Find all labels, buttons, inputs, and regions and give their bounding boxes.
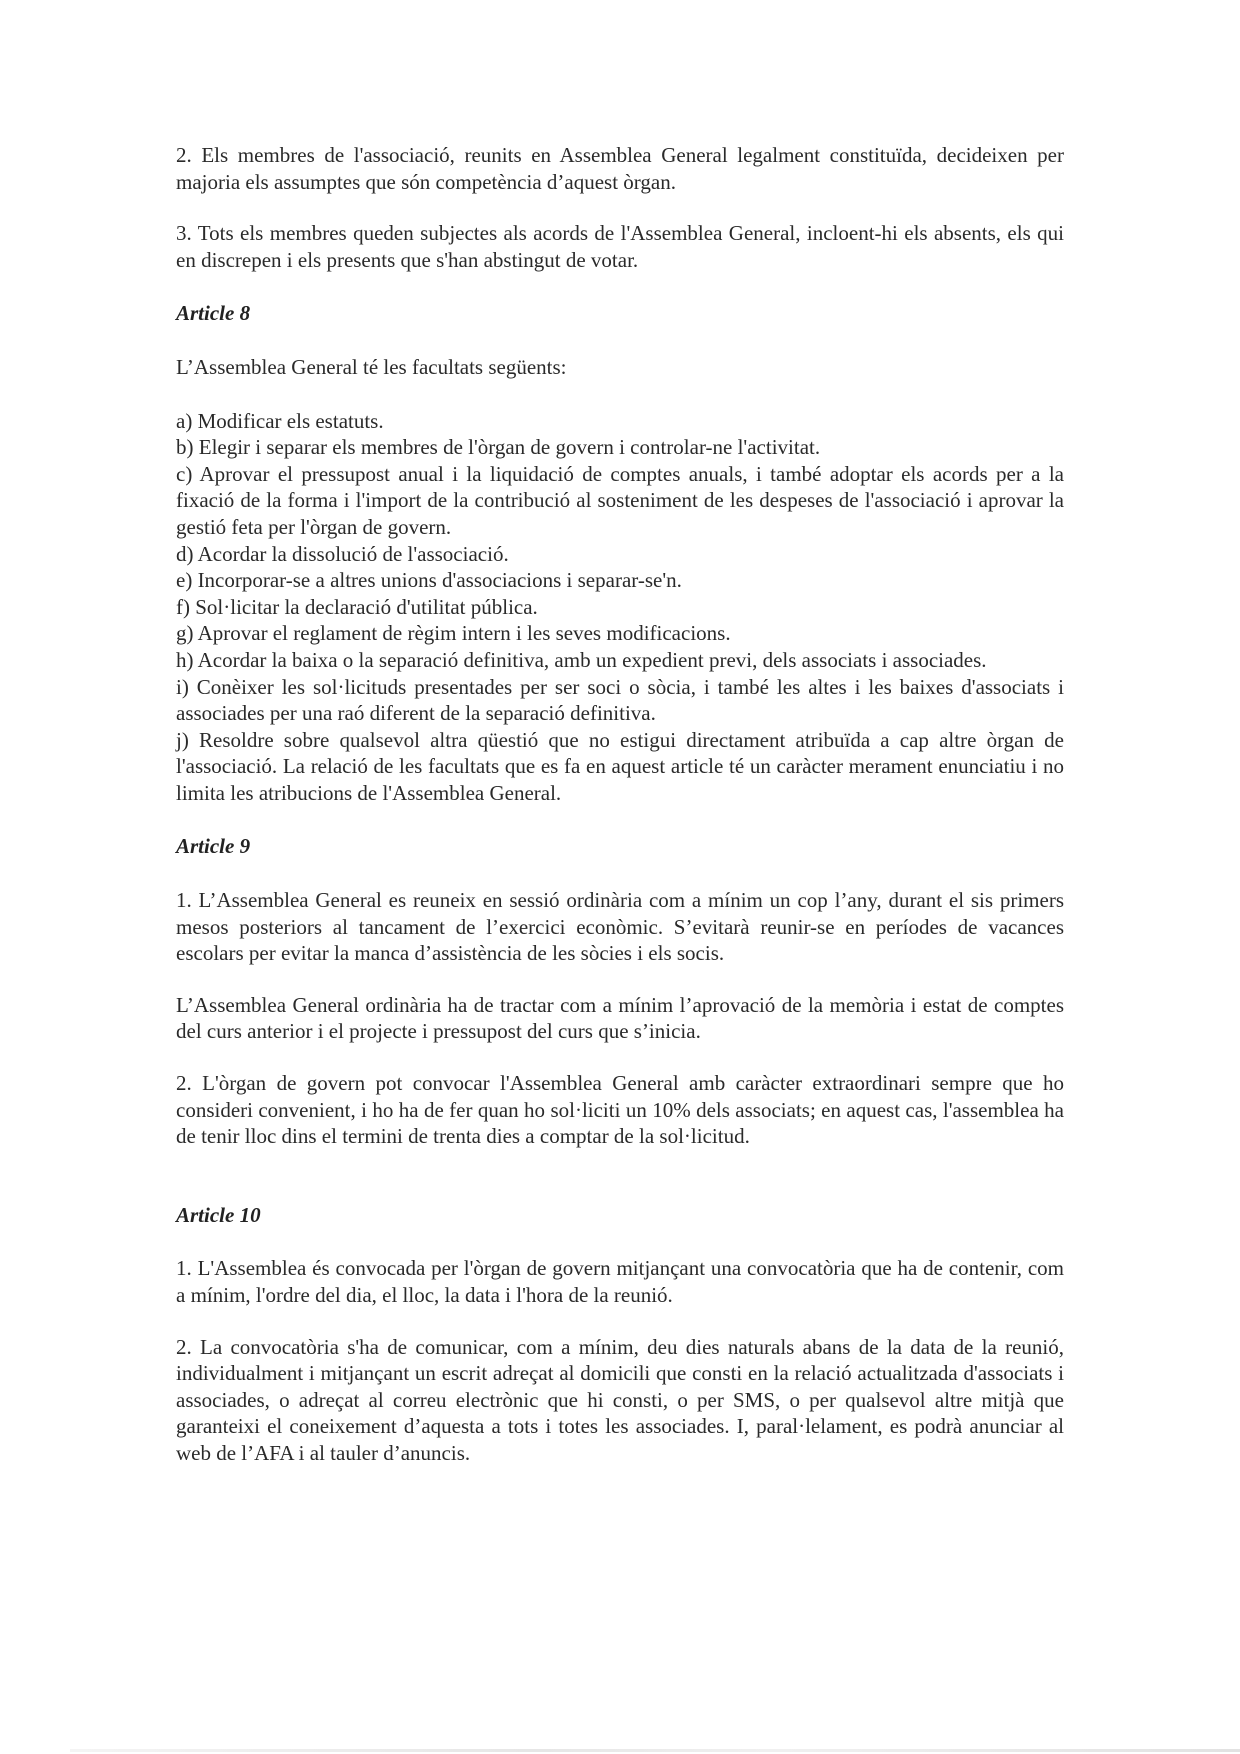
article-9-heading: Article 9 [176,834,251,859]
list-item: i) Conèixer les sol·licituds presentades per ser soci o sòcia, i també les altes i les baixes d'associats i associades per una raó diferent de la separació definitiva. [176,674,1064,726]
article-10-heading: Article 10 [176,1202,261,1227]
list-item: e) Incorporar-se a altres unions d'associacions i separar-se'n. [176,568,682,593]
article-9-paragraph-2: 2. L'òrgan de govern pot convocar l'Assemblea General amb caràcter extraordinari sempre que ho consideri convenient, i ho ha de fer quan ho sol·liciti un 10% dels associats; en aquest cas, l'assemblea ha de tenir lloc dins el termini de trenta dies a comptar de la sol·licitud. [176,1071,1064,1149]
paragraph-7-3: 3. Tots els membres queden subjectes als acords de l'Assemblea General, incloent-hi els absents, els qui en discrepen i els presents que s'han abstingut de votar. [176,221,1064,272]
list-item: j) Resoldre sobre qualsevol altra qüestió que no estigui directament atribuïda a cap altre òrgan de l'associació. La relació de les facultats que es fa en aquest article té un caràcter merament enunciatiu i no limita les atribucions de l'Assemblea General. [176,727,1064,805]
list-item: c) Aprovar el pressupost anual i la liquidació de comptes anuals, i també adoptar els acords per a la fixació de la forma i l'import de la contribució al sosteniment de les despeses de l'associació i aprovar la gestió feta per l'òrgan de govern. [176,461,1064,539]
article-9-paragraph-1: 1. L’Assemblea General es reuneix en sessió ordinària com a mínim un cop l’any, durant el sis primers mesos posteriors al tancament de l’exercici econòmic. S’evitarà reunir-se en períodes de vacances escolars per evitar la manca d’assistència de les sòcies i els socis. [176,888,1064,966]
list-item: f) Sol·licitar la declaració d'utilitat pública. [176,594,538,619]
list-item: b) Elegir i separar els membres de l'òrgan de govern i controlar-ne l'activitat. [176,435,821,460]
article-8-heading: Article 8 [176,301,251,326]
list-item: d) Acordar la dissolució de l'associació. [176,541,509,566]
article-9-paragraph-ordinary: L’Assemblea General ordinària ha de tractar com a mínim l’aprovació de la memòria i estat de comptes del curs anterior i el projecte i pressupost del curs que s’inicia. [176,992,1064,1044]
document-page [176,142,1064,1467]
scan-edge-artifact [70,1749,1240,1752]
article-10-paragraph-2: 2. La convocatòria s'ha de comunicar, com a mínim, deu dies naturals abans de la data de la reunió, individualment i mitjançant un escrit adreçat al domicili que consti en la relació actualitzada d'associats i associades, o adreçat al correu electrònic que hi consti, o per SMS, o per qualsevol altre mitjà que garanteixi el coneixement d’aquesta a tots i totes les associades. I, paral·lelament, es podrà anunciar al web de l’AFA i al tauler d’anuncis. [176,1334,1064,1465]
article-10-paragraph-1: 1. L'Assemblea és convocada per l'òrgan de govern mitjançant una convocatòria que ha de contenir, com a mínim, l'ordre del dia, el lloc, la data i l'hora de la reunió. [176,1256,1064,1307]
paragraph-7-2: 2. Els membres de l'associació, reunits en Assemblea General legalment constituïda, decideixen per majoria els assumptes que són competència d’aquest òrgan. [176,143,1064,194]
list-item: a) Modificar els estatuts. [176,408,384,433]
list-item: h) Acordar la baixa o la separació definitiva, amb un expedient previ, dels associats i associades. [176,647,987,672]
list-item: g) Aprovar el reglament de règim intern i les seves modificacions. [176,621,731,646]
article-8-intro: L’Assemblea General té les facultats següents: [176,354,567,379]
